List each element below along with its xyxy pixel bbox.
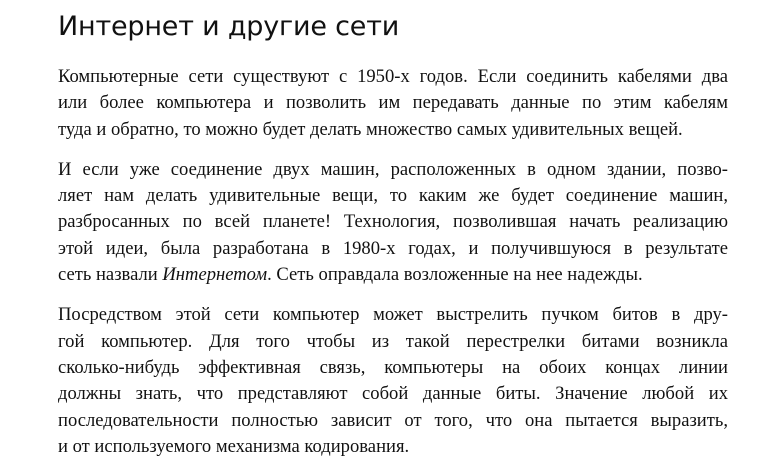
text-line: сколько-нибудь эффективная связь, компьютеры на обоих концах линии bbox=[58, 356, 728, 378]
text-line: И если уже соединение двух машин, расположенных в одном здании, позво- bbox=[58, 158, 728, 180]
text-line: ляет нам делать удивительные вещи, то каким же будет соединение машин, bbox=[58, 185, 728, 207]
emphasized-term: Интернетом bbox=[162, 264, 268, 286]
text-line: последовательности полностью зависит от того, что она пытается выразить, bbox=[58, 409, 728, 431]
text-line: Посредством этой сети компьютер может выстрелить пучком битов в дру- bbox=[58, 304, 728, 326]
text-line: или более компьютера и позволить им передавать данные по этим кабелям bbox=[58, 92, 728, 114]
section-heading: Интернет и другие сети bbox=[58, 11, 400, 42]
text-line: Компьютерные сети существуют с 1950-х годов. Если соединить кабелями два bbox=[58, 66, 728, 87]
paragraph-2 bbox=[58, 157, 728, 288]
text-line bbox=[58, 262, 728, 288]
text-fragment: сеть назвали bbox=[58, 264, 163, 286]
paragraph-1 bbox=[58, 64, 728, 143]
document-page bbox=[58, 10, 728, 474]
text-line: этой идеи, была разработана в 1980-х годах, и получившуюся в результате bbox=[58, 237, 728, 259]
text-line: должны знать, что представляют собой данные биты. Значение любой их bbox=[58, 383, 728, 405]
text-line: гой компьютер. Для того чтобы из такой перестрелки битами возникла bbox=[58, 330, 728, 352]
text-line: туда и обратно, то можно будет делать множество самых удивительных вещей. bbox=[58, 118, 683, 140]
text-line: и от используемого механизма кодирования. bbox=[58, 435, 410, 457]
text-fragment: . Сеть оправдала возложенные на нее надежды. bbox=[267, 264, 643, 286]
text-line: разбросанных по всей планете! Технология, позволившая начать реализацию bbox=[58, 211, 728, 233]
paragraph-3 bbox=[58, 302, 728, 460]
